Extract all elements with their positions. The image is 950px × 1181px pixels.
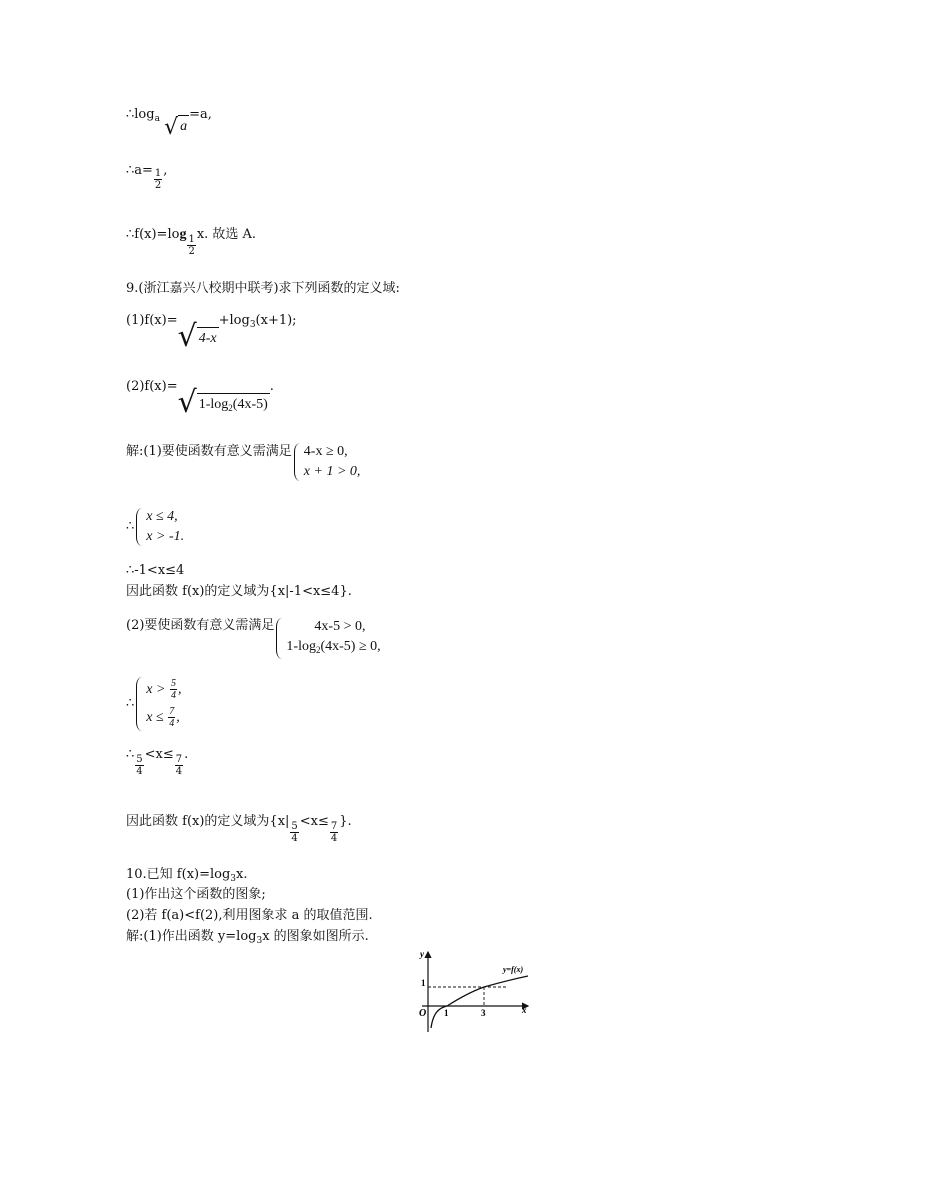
- inequality: 4x-5 > 0,: [314, 619, 366, 634]
- text: ∴: [126, 747, 135, 762]
- question-10-part2: (2)若 f(a)<f(2),利用图象求 a 的取值范围.: [126, 908, 373, 923]
- numerator: 5: [291, 821, 298, 832]
- question-10-part1: (1)作出这个函数的图象;: [126, 887, 266, 902]
- numerator: 5: [170, 678, 176, 690]
- line-log-sqrt: [126, 106, 212, 139]
- denominator: 4: [291, 833, 298, 844]
- numerator: 7: [175, 754, 183, 765]
- text: (x+1);: [255, 313, 297, 328]
- log-function-graph: [410, 946, 540, 1036]
- text: .: [184, 747, 189, 762]
- fraction: [290, 821, 298, 844]
- subscript: 3: [256, 936, 263, 946]
- solution-2-system: [126, 676, 181, 732]
- text: }.: [339, 814, 352, 829]
- denominator: 4: [136, 766, 143, 777]
- question-9-part1: [126, 312, 297, 354]
- text: (1)f(x)=: [126, 313, 178, 328]
- text: (2)f(x)=: [126, 379, 178, 394]
- text: <x≤: [299, 814, 329, 829]
- text: ∴log: [126, 107, 155, 122]
- text: 解:(1)作出函数 y=log: [126, 929, 257, 944]
- solution-2: [126, 617, 381, 660]
- numerator: 7: [169, 706, 175, 718]
- denominator: 4: [175, 766, 183, 777]
- text: x.: [236, 867, 248, 882]
- text: ∴: [126, 696, 135, 711]
- subscript: 3: [230, 874, 237, 884]
- system-of-inequalities: [292, 442, 361, 482]
- text: (4x-5) ≥ 0,: [320, 639, 381, 654]
- denominator: 4: [330, 833, 338, 844]
- fraction: [135, 754, 143, 777]
- log-curve: [431, 976, 528, 1028]
- text: x ≤: [146, 710, 164, 725]
- question-10-solution: [126, 928, 369, 950]
- sqrt-expression: [177, 319, 219, 354]
- numerator: 5: [136, 754, 143, 765]
- numerator: 1: [154, 168, 162, 179]
- text: <x≤: [144, 747, 174, 762]
- text: x. 故选 A.: [196, 227, 257, 242]
- x-tick-1: 1: [444, 1008, 449, 1018]
- solution-2-range: [126, 746, 188, 777]
- fraction: [330, 821, 338, 844]
- system-of-inequalities: [274, 617, 380, 660]
- solution-1: [126, 443, 360, 482]
- x-tick-3: 3: [481, 1008, 486, 1018]
- inequality: [146, 704, 181, 732]
- subscript: a: [154, 114, 160, 124]
- text: .: [269, 379, 274, 394]
- y-axis-label: y: [420, 949, 424, 959]
- text: 10.已知 f(x)=log: [126, 867, 231, 882]
- fraction: [187, 234, 195, 257]
- subscript: 3: [249, 320, 256, 330]
- text: 解:(1)要使函数有意义需满足: [126, 444, 292, 459]
- question-9-part2: [126, 378, 274, 420]
- system-of-inequalities: [134, 676, 181, 732]
- text: x >: [146, 682, 166, 697]
- radicand: a: [178, 115, 189, 136]
- text: 4-x: [198, 331, 217, 346]
- fraction: [168, 706, 175, 729]
- solution-1-domain: 因此函数 f(x)的定义域为{x|-1<x≤4}.: [126, 584, 352, 599]
- text: 1-log: [198, 397, 229, 412]
- subscript: 2: [315, 645, 321, 655]
- text: x 的图象如图所示.: [262, 929, 369, 944]
- fraction: [175, 754, 183, 777]
- text: ,: [177, 682, 182, 697]
- subscript: 2: [228, 403, 233, 413]
- radical-sign: √: [177, 385, 197, 420]
- inequality: x ≤ 4,: [146, 509, 178, 524]
- numerator: 7: [330, 821, 338, 832]
- text: ∴f(x)=lo: [126, 227, 180, 242]
- text: +log: [218, 313, 250, 328]
- text: ∴: [126, 519, 135, 534]
- text: (4x-5): [232, 397, 268, 412]
- text: g: [179, 227, 187, 242]
- solution-1-range: ∴-1<x≤4: [126, 563, 185, 578]
- fraction: [170, 678, 177, 701]
- text: ,: [163, 163, 168, 178]
- radical-sign: √: [177, 319, 197, 354]
- text: ,: [176, 710, 180, 725]
- radical-sign: √: [164, 115, 179, 140]
- solution-2-domain: [126, 813, 352, 844]
- text: ∴a=: [126, 163, 153, 178]
- solution-1-system: [126, 507, 184, 547]
- inequality: [286, 637, 380, 660]
- sqrt-expression: [164, 115, 189, 139]
- curve-label: y=f(x): [503, 965, 524, 974]
- origin-label: O: [419, 1008, 427, 1019]
- denominator: 4: [170, 690, 176, 702]
- line-answer: [126, 226, 256, 257]
- question-10-title: [126, 866, 248, 888]
- numerator: 1: [188, 234, 195, 245]
- inequality: x + 1 > 0,: [303, 464, 361, 479]
- inequality: 4-x ≥ 0,: [303, 444, 348, 459]
- inequality: x > -1.: [146, 529, 185, 544]
- question-9-title: 9.(浙江嘉兴八校期中联考)求下列函数的定义域:: [126, 281, 400, 296]
- fraction: [154, 168, 162, 191]
- text: 因此函数 f(x)的定义域为{x|: [126, 814, 290, 829]
- system-of-inequalities: [134, 507, 184, 547]
- denominator: 2: [154, 180, 162, 191]
- radicand: [197, 327, 219, 348]
- x-axis-label: x: [522, 1005, 527, 1015]
- y-tick-1: 1: [421, 978, 426, 988]
- text: (2)要使函数有意义需满足: [126, 618, 275, 633]
- text: 1-log: [286, 639, 316, 654]
- line-a-value: [126, 162, 167, 191]
- denominator: 2: [188, 246, 195, 257]
- denominator: 4: [169, 718, 175, 730]
- sqrt-expression: [177, 385, 270, 420]
- radicand: [197, 393, 270, 417]
- inequality: [146, 676, 181, 704]
- text: =a,: [189, 107, 212, 122]
